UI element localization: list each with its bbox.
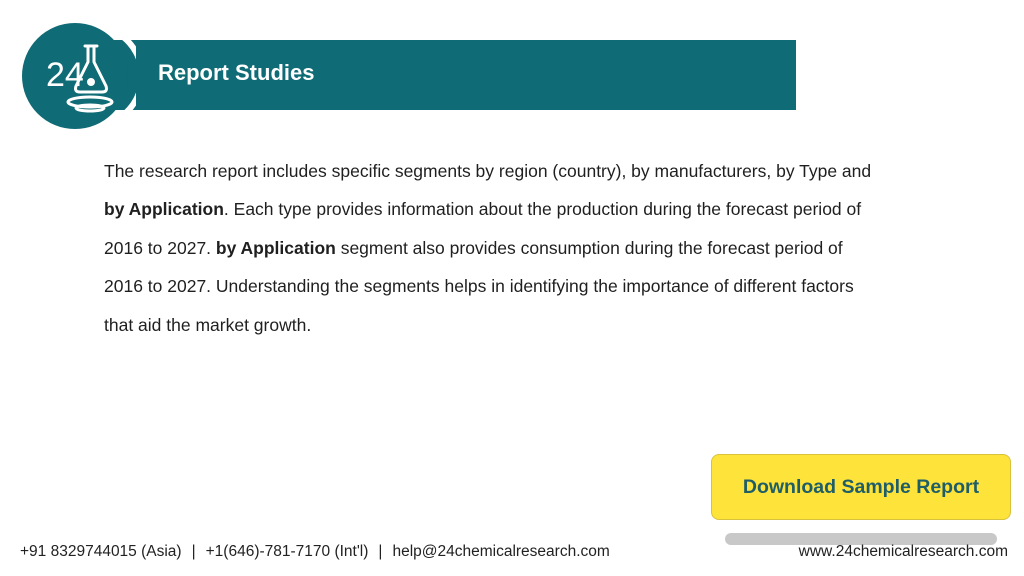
body-text <box>104 152 874 344</box>
logo-text: 24 <box>46 56 84 94</box>
phone-asia[interactable]: +91 8329744015 (Asia) <box>20 543 182 560</box>
download-sample-report-button[interactable] <box>711 454 1011 520</box>
body-bold-segment: by Application <box>215 237 336 258</box>
body-text-segment: The research report includes specific segments by region (country), by manufacturers, by Type and <box>104 161 872 181</box>
download-button-label: Download Sample Report <box>742 475 980 498</box>
body-paragraph <box>104 152 874 344</box>
body-text-segment: segment also provides consumption during the forecast period of 2016 to 2027. Understanding the segments helps in identifying the importance of different factors that aid the market growth. <box>104 237 854 335</box>
body-text-segment: . Each type provides information about the production during the forecast period of 2016 to 2027. <box>104 199 862 258</box>
header-bar <box>104 40 796 110</box>
phone-intl[interactable]: +1(646)-781-7170 (Int'l) <box>205 543 369 560</box>
page-title: Report Studies <box>158 60 315 85</box>
separator: | <box>378 543 383 560</box>
separator: | <box>191 543 196 560</box>
logo <box>22 22 136 130</box>
email-link[interactable]: help@24chemicalresearch.com <box>392 543 610 560</box>
website-link[interactable]: www.24chemicalresearch.com <box>798 543 1008 560</box>
body-bold-segment: by Application <box>104 199 224 220</box>
footer-contact <box>20 543 610 561</box>
